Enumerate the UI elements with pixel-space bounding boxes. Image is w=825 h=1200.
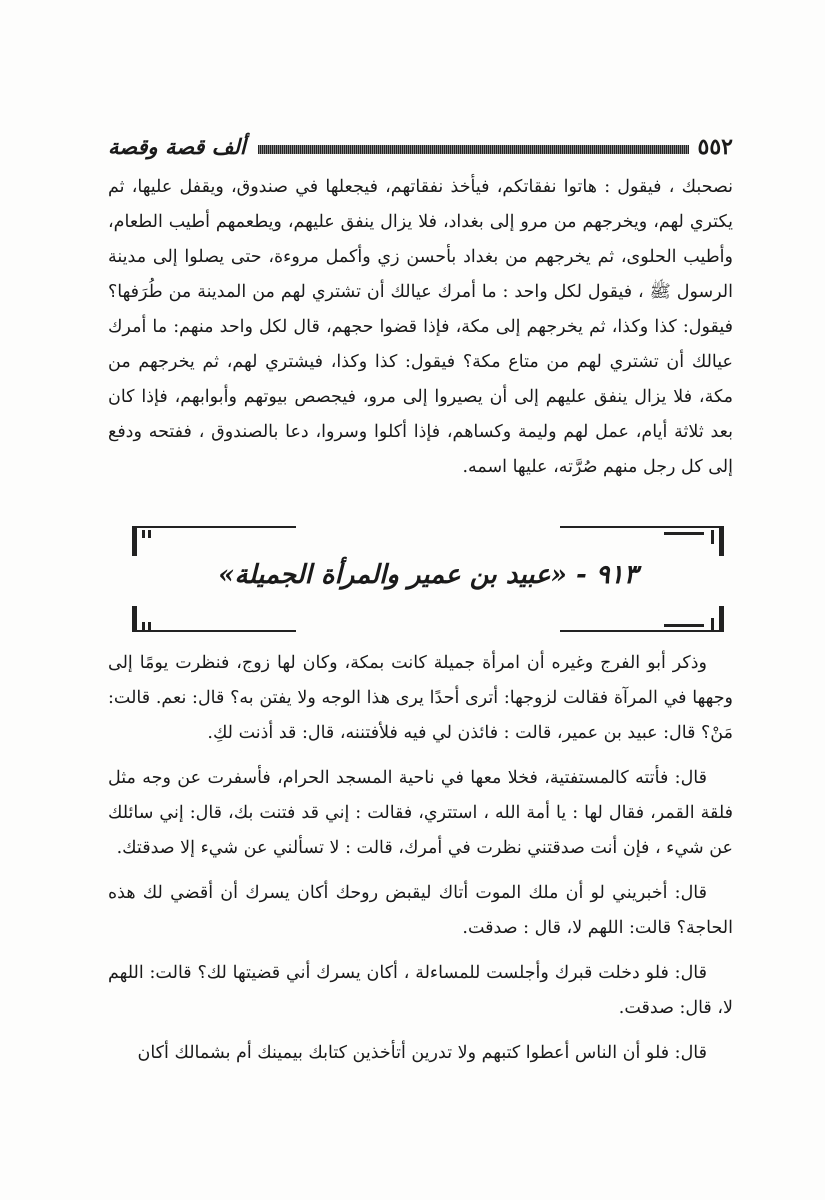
section-title-frame [128,520,728,620]
frame-corner [719,606,724,632]
frame-corner [711,618,714,630]
book-title: ألف قصة وقصة [108,134,246,159]
frame-corner [664,624,704,627]
frame-corner [142,530,145,538]
frame-corner [142,622,145,630]
frame-bottom-rule [132,630,296,632]
frame-corner [719,526,724,556]
paragraph: وذكر أبو الفرج وغيره أن امرأة جميلة كانت بمكة، وكان لها زوج، فنظرت يومًا إلى وجهها في المرآة فقالت لزوجها: أترى أحدًا يرى هذا الوجه ولا يفتن به؟ قال: نعم. قالت: مَنْ؟ قال: عبيد بن عمير، قالت : فائذن لي فيه فلأفتننه، قال: قد أذنت لكِ. [108,653,733,743]
frame-corner [132,606,137,632]
frame-corner [148,530,151,538]
page-header [108,132,733,166]
section-title: ٩١٣ - «عبيد بن عمير والمرأة الجميلة» [218,560,638,590]
paragraph: قال: فلو دخلت قبرك وأجلست للمساءلة ، أكان يسرك أني قضيتها لك؟ قالت: اللهم لا، قال: صدقت. [108,963,733,1018]
paragraph: قال: أخبريني لو أن ملك الموت أتاك ليقبض روحك أكان يسرك أن أقضي لك هذه الحاجة؟ قالت: اللهم لا، قال : صدقت. [108,883,733,938]
header-rule [258,145,689,154]
frame-corner [132,526,137,556]
story-body [108,646,733,1071]
paragraph: قال: فأتته كالمستفتية، فخلا معها في ناحية المسجد الحرام، فأسفرت عن وجه مثل فلقة القمر، فقال لها : يا أمة الله ، استتري، فقالت : إني قد فتنت بك، قال: إني سائلك عن شيء ، فإن أنت صدقتني نظرت في أمرك، قالت : لا تسألني عن شيء إلا صدقتك. [108,768,733,858]
story-intro [108,170,733,485]
frame-corner [148,622,151,630]
frame-corner [664,532,704,535]
frame-top-rule [132,526,296,528]
page-number: ٥٥٢ [697,134,733,160]
frame-bottom-rule [560,630,724,632]
frame-top-rule [560,526,724,528]
paragraph: نصحبك ، فيقول : هاتوا نفقاتكم، فيأخذ نفقاتهم، فيجعلها في صندوق، ويقفل عليها، ثم يكتري لهم، ويخرجهم من مرو إلى بغداد، فلا يزال ينفق عليهم، ويطعمهم أطيب الطعام، وأطيب الحلوى، ثم يخرجهم من بغداد بأحسن زي وأكمل مروءة، حتى يصلوا إلى مدينة الرسول ﷺ ، فيقول لكل واحد : ما أمرك عيالك أن تشتري لهم من المدينة من طُرَفها؟ فيقول: كذا وكذا، ثم يخرجهم إلى مكة، فإذا قضوا حجهم، قال لكل واحد منهم: ما أمرك عيالك أن تشتري لهم من متاع مكة؟ فيقول: كذا وكذا، فيشتري لهم، ثم يخرجهم من مكة، فلا يزال ينفق عليهم إلى أن يصيروا إلى مرو، فيجصص بيوتهم وأبوابهم، فإذا كان بعد ثلاثة أيام، عمل لهم وليمة وكساهم، فإذا أكلوا وسروا، دعا بالصندوق ، ففتحه ودفع إلى كل رجل منهم صُرَّته، عليها اسمه. [108,177,733,477]
paragraph: قال: فلو أن الناس أعطوا كتبهم ولا تدرين أتأخذين كتابك بيمينك أم بشمالك أكان [137,1043,707,1063]
frame-corner [711,530,714,544]
